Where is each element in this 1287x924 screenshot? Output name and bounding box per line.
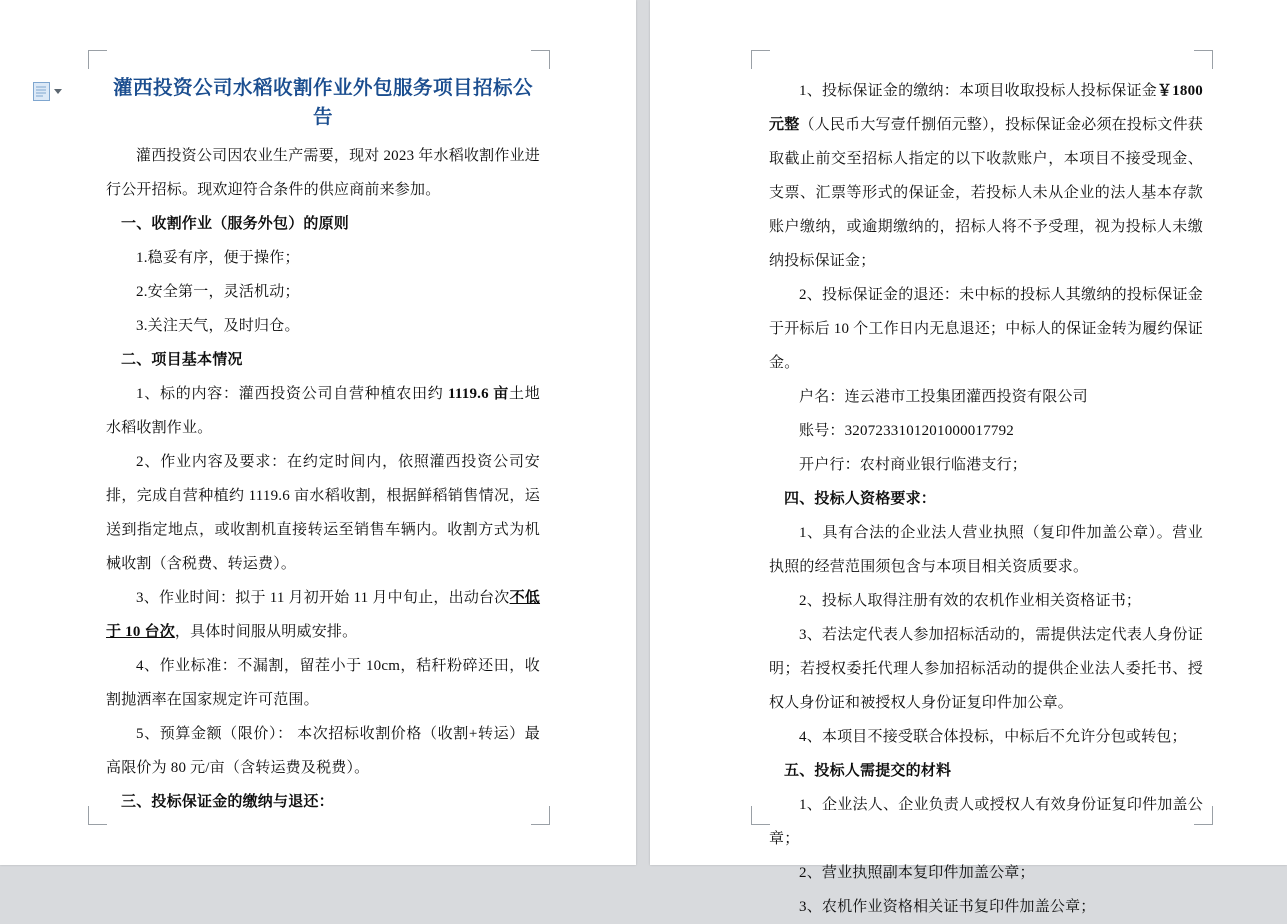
material-item-2: 2、营业执照副本复印件加盖公章； — [799, 865, 1035, 881]
paragraph-work-time — [106, 581, 540, 649]
deposit-amount-value: ￥1800 元整 — [769, 83, 1203, 133]
paragraph-deposit-payment — [769, 74, 1203, 278]
list-item-principle-3: 3.关注天气，及时归仓。 — [136, 317, 300, 334]
paragraph-deposit-refund: 2、投标保证金的退还：未中标的投标人其缴纳的投标保证金于开标后 10 个工作日内无息退还；中标人的保证金转为履约保证金。 — [769, 287, 1203, 371]
scope-text-tail: 土地水稻收割作业。 — [106, 385, 540, 436]
worktime-minimum-emphasis: 不低于 10 台次 — [106, 589, 541, 640]
worktime-text-tail: ，具体时间服从明威安排。 — [174, 623, 358, 640]
paragraph-work-requirements: 2、作业内容及要求：在约定时间内，依照灌西投资公司安排，完成自营种植约 1119.6 亩水稻收割，根据鲜稻销售情况，运送到指定地点，或收割机直接转运至销售车辆内。收割方式为机械收割（含税费、转运费）。 — [106, 453, 540, 572]
crop-mark-bottom-left — [88, 806, 107, 825]
scope-area-value: 1119.6 亩 — [448, 385, 510, 402]
bank-branch: 开户行：农村商业银行临港支行； — [799, 457, 1028, 473]
bank-account-name: 户名：连云港市工投集团灌西投资有限公司 — [799, 389, 1088, 405]
material-item-1: 1、企业法人、企业负责人或授权人有效身份证复印件加盖公章； — [769, 797, 1203, 847]
crop-mark-top-left — [88, 50, 107, 69]
scope-text-lead: 1、标的内容：灌西投资公司自营种植农田约 — [136, 385, 448, 402]
paragraph-budget: 5、预算金额（限价）： 本次招标收割价格（收割+转运）最高限价为 80 元/亩（含转运费及税费）。 — [106, 725, 540, 776]
heading-section-2: 二、项目基本情况 — [121, 351, 243, 368]
page-title: 灌西投资公司水稻收割作业外包服务项目招标公告 — [112, 77, 533, 129]
material-item-3: 3、农机作业资格相关证书复印件加盖公章； — [799, 899, 1096, 915]
crop-mark-top-left — [751, 50, 770, 69]
bank-account-number: 账号：3207233101201000017792 — [799, 423, 1015, 439]
qualification-item-3: 3、若法定代表人参加招标活动的，需提供法定代表人身份证明；若授权委托代理人参加招标活动的提供企业法人委托书、授权人身份证和被授权人身份证复印件加公章。 — [769, 627, 1203, 711]
heading-section-4: 四、投标人资格要求： — [784, 491, 937, 507]
deposit-text-tail: （人民币大写壹仟捌佰元整），投标保证金必须在投标文件获取截止前交至招标人指定的以下收款账户，本项目不接受现金、支票、汇票等形式的保证金，若投标人未从企业的法人基本存款账户缴纳，或逾期缴纳的，招标人将不予受理，视为投标人未缴纳投标保证金； — [769, 117, 1203, 269]
qualification-item-1: 1、具有合法的企业法人营业执照（复印件加盖公章）。营业执照的经营范围须包含与本项目相关资质要求。 — [769, 525, 1203, 575]
qualification-item-2: 2、投标人取得注册有效的农机作业相关资格证书； — [799, 593, 1142, 609]
paragraph-scope-content — [106, 377, 540, 445]
heading-section-3: 三、投标保证金的缴纳与退还： — [121, 793, 334, 810]
heading-section-1: 一、收割作业（服务外包）的原则 — [121, 215, 350, 232]
crop-mark-bottom-left — [751, 806, 770, 825]
worktime-text-lead: 3、作业时间：拟于 11 月初开始 11 月中旬止，出动台次 — [136, 589, 510, 606]
chevron-down-icon[interactable] — [54, 89, 62, 94]
document-object-anchor[interactable] — [33, 82, 62, 101]
list-item-principle-1: 1.稳妥有序，便于操作； — [136, 249, 300, 266]
deposit-text-lead: 1、投标保证金的缴纳：本项目收取投标人投标保证金 — [799, 83, 1157, 99]
crop-mark-top-right — [531, 50, 550, 69]
page-2-content — [769, 74, 1203, 924]
paragraph-work-standard: 4、作业标准：不漏割，留茬小于 10cm，秸秆粉碎还田，收割抛洒率在国家规定许可范围。 — [106, 657, 540, 708]
document-page-2[interactable] — [650, 0, 1287, 915]
list-item-principle-2: 2.安全第一，灵活机动； — [136, 283, 300, 300]
document-icon — [33, 82, 50, 101]
paragraph-intro: 灌西投资公司因农业生产需要，现对 2023 年水稻收割作业进行公开招标。现欢迎符合条件的供应商前来参加。 — [106, 147, 540, 198]
document-page-1[interactable] — [0, 0, 636, 865]
heading-section-5: 五、投标人需提交的材料 — [784, 763, 952, 779]
crop-mark-top-right — [1194, 50, 1213, 69]
page-1-content — [106, 74, 540, 819]
qualification-item-4: 4、本项目不接受联合体投标，中标后不允许分包或转包； — [799, 729, 1187, 745]
